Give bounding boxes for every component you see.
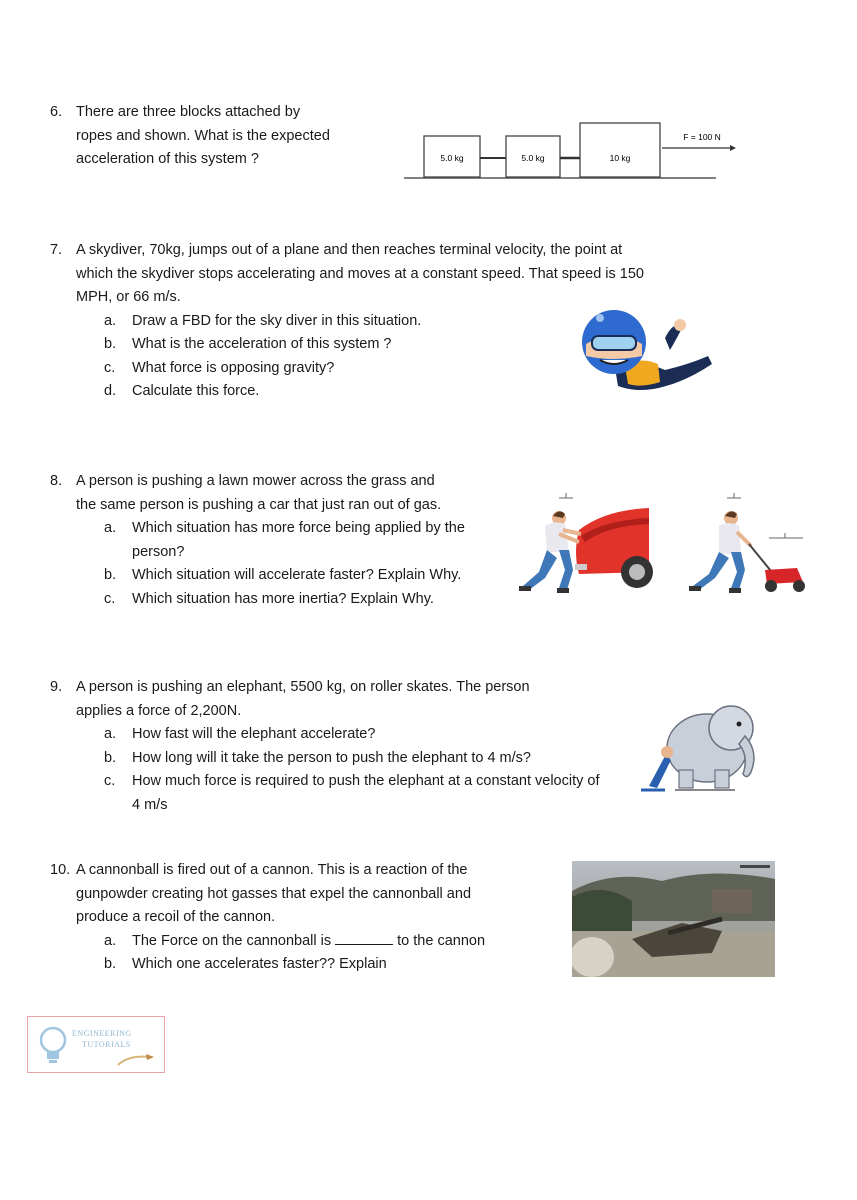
engineering-tutorials-logo (27, 1016, 165, 1073)
sub-question: b. What is the acceleration of this system ? (104, 336, 392, 352)
question-text-line: A person is pushing an elephant, 5500 kg, on roller skates. The person (76, 679, 530, 695)
pencil-icon (116, 1051, 156, 1069)
question-number: 9. (50, 679, 63, 695)
logo-text-line-1: ENGINEERING (72, 1029, 132, 1038)
question-text-line: A skydiver, 70kg, jumps out of a plane and then reaches terminal velocity, the point at (76, 242, 623, 258)
question-8 (50, 470, 520, 611)
sub-question: c. What force is opposing gravity? (104, 359, 335, 376)
question-number: 10. (50, 862, 71, 878)
question-text-line: the same person is pushing a car that just ran out of gas. (76, 496, 442, 513)
lightbulb-icon (36, 1025, 70, 1065)
block-1-label: 5.0 kg (440, 153, 464, 163)
question-text-line: gunpowder creating hot gasses that expel the cannonball and (76, 885, 472, 902)
question-number: 8. (50, 473, 63, 489)
sub-question: c. How much force is required to push the elephant at a constant velocity of 4 m/s (104, 773, 600, 813)
three-blocks-diagram (400, 118, 740, 184)
cannon-firing-photo (572, 861, 775, 977)
question-10 (50, 859, 570, 977)
question-text-line: applies a force of 2,200N. (76, 702, 242, 719)
person-pushing-lawnmower-illustration (685, 490, 810, 600)
sub-question: b. How long will it take the person to push the elephant to 4 m/s? (104, 749, 531, 766)
sub-question: d. Calculate this force. (104, 383, 260, 399)
question-text-line: A cannonball is fired out of a cannon. This is a reaction of the (76, 862, 468, 878)
question-text-line: There are three blocks attached by (76, 104, 301, 120)
question-text-line: MPH, or 66 m/s. (76, 289, 181, 305)
question-number: 6. (50, 104, 63, 120)
question-6 (50, 101, 380, 172)
sub-question: c. Which situation has more inertia? Explain Why. (104, 590, 434, 607)
force-label: F = 100 N (683, 132, 721, 142)
question-text-line: produce a recoil of the cannon. (76, 909, 276, 925)
question-text-line: acceleration of this system ? (76, 151, 259, 167)
sub-question: a. Draw a FBD for the sky diver in this situation. (104, 312, 422, 329)
question-number: 7. (50, 242, 63, 258)
sub-question: a. The Force on the cannonball is to the cannon (104, 930, 570, 954)
question-9 (50, 676, 630, 817)
question-text-line: ropes and shown. What is the expected (76, 127, 330, 144)
sub-question: a. How fast will the elephant accelerate? (104, 726, 376, 742)
person-pushing-car-illustration (515, 490, 655, 600)
block-3-label: 10 kg (609, 153, 631, 163)
sub-question: b. Which one accelerates faster?? Explain (104, 956, 387, 972)
sub-question: a. Which situation has more force being applied by the person? (104, 520, 465, 560)
skydiver-illustration (570, 298, 720, 408)
question-text-line: which the skydiver stops accelerating and moves at a constant speed. That speed is 150 (76, 265, 644, 282)
answer-blank (335, 930, 393, 945)
logo-text-line-2: TUTORIALS (82, 1040, 131, 1049)
sub-question: b. Which situation will accelerate faster? Explain Why. (104, 567, 462, 583)
block-2-label: 5.0 kg (521, 153, 545, 163)
question-text-line: A person is pushing a lawn mower across the grass and (76, 473, 435, 489)
elephant-on-skates-illustration (635, 690, 765, 800)
